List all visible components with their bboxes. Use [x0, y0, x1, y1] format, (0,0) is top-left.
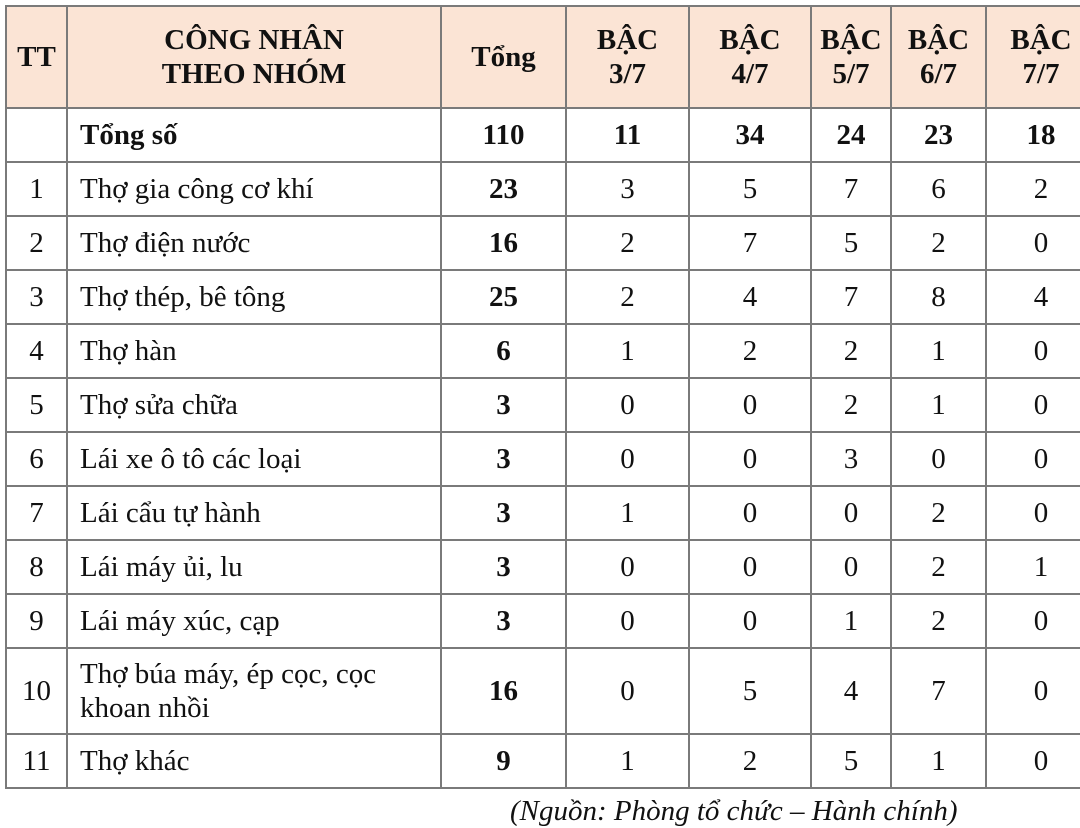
cell-tt: 11 — [6, 734, 67, 788]
header-level-label: BẬC — [719, 24, 781, 56]
cell-level-3: 0 — [566, 648, 689, 734]
header-level-value: 6/7 — [919, 58, 958, 90]
cell-level-6: 2 — [891, 216, 986, 270]
source-note: (Nguồn: Phòng tổ chức – Hành chính) — [510, 795, 958, 827]
cell-level-7: 1 — [986, 540, 1080, 594]
cell-level-5: 2 — [811, 324, 891, 378]
table-row — [6, 162, 1080, 216]
header-row — [6, 6, 1080, 108]
cell-name: Thợ sửa chữa — [67, 378, 441, 432]
table-row — [6, 734, 1080, 788]
cell-tt — [6, 108, 67, 162]
cell-total: 25 — [441, 270, 566, 324]
header-level-value: 4/7 — [731, 58, 769, 90]
header-worker-group-line2: THEO NHÓM — [161, 58, 347, 90]
cell-tt: 1 — [6, 162, 67, 216]
cell-total: 3 — [441, 378, 566, 432]
cell-level-4: 34 — [689, 108, 811, 162]
cell-level-5: 2 — [811, 378, 891, 432]
cell-level-4: 5 — [689, 648, 811, 734]
table-row — [6, 486, 1080, 540]
cell-total: 23 — [441, 162, 566, 216]
cell-name: Thợ khác — [67, 734, 441, 788]
header-level-5 — [811, 6, 891, 108]
cell-level-3: 1 — [566, 734, 689, 788]
cell-level-4: 0 — [689, 378, 811, 432]
cell-level-5: 3 — [811, 432, 891, 486]
cell-tt: 6 — [6, 432, 67, 486]
cell-level-7: 0 — [986, 216, 1080, 270]
header-level-label: BẬC — [820, 24, 882, 56]
header-level-label: BẬC — [907, 24, 970, 56]
cell-tt: 10 — [6, 648, 67, 734]
cell-level-6: 2 — [891, 540, 986, 594]
cell-level-3: 2 — [566, 216, 689, 270]
cell-tt: 4 — [6, 324, 67, 378]
cell-name: Thợ gia công cơ khí — [67, 162, 441, 216]
cell-level-5: 5 — [811, 216, 891, 270]
cell-level-5: 7 — [811, 270, 891, 324]
cell-level-4: 4 — [689, 270, 811, 324]
cell-level-4: 0 — [689, 594, 811, 648]
cell-level-3: 1 — [566, 324, 689, 378]
table-row — [6, 324, 1080, 378]
cell-level-5: 5 — [811, 734, 891, 788]
header-level-value: 7/7 — [1022, 58, 1060, 90]
cell-name: Thợ điện nước — [67, 216, 441, 270]
cell-level-4: 7 — [689, 216, 811, 270]
cell-tt: 8 — [6, 540, 67, 594]
cell-name: Tổng số — [67, 108, 441, 162]
cell-level-7: 2 — [986, 162, 1080, 216]
cell-level-6: 2 — [891, 594, 986, 648]
header-worker-group — [67, 6, 441, 108]
cell-name: Lái máy ủi, lu — [67, 540, 441, 594]
cell-level-7: 0 — [986, 648, 1080, 734]
cell-level-5: 0 — [811, 540, 891, 594]
cell-name: Thợ hàn — [67, 324, 441, 378]
table-row — [6, 378, 1080, 432]
cell-level-7: 0 — [986, 432, 1080, 486]
cell-level-6: 8 — [891, 270, 986, 324]
cell-level-7: 0 — [986, 324, 1080, 378]
cell-level-7: 0 — [986, 734, 1080, 788]
cell-level-4: 0 — [689, 432, 811, 486]
cell-level-4: 0 — [689, 486, 811, 540]
cell-total: 16 — [441, 648, 566, 734]
cell-level-7: 0 — [986, 594, 1080, 648]
cell-level-5: 4 — [811, 648, 891, 734]
cell-level-3: 1 — [566, 486, 689, 540]
cell-total: 3 — [441, 594, 566, 648]
cell-level-3: 3 — [566, 162, 689, 216]
cell-tt: 9 — [6, 594, 67, 648]
cell-level-6: 6 — [891, 162, 986, 216]
cell-total: 3 — [441, 486, 566, 540]
cell-tt: 2 — [6, 216, 67, 270]
cell-level-6: 1 — [891, 378, 986, 432]
cell-level-3: 0 — [566, 378, 689, 432]
workers-by-group-table — [5, 5, 1080, 789]
cell-level-7: 0 — [986, 486, 1080, 540]
cell-level-5: 7 — [811, 162, 891, 216]
cell-total: 110 — [441, 108, 566, 162]
cell-level-7: 0 — [986, 378, 1080, 432]
table-row — [6, 432, 1080, 486]
cell-level-3: 0 — [566, 540, 689, 594]
cell-level-6: 23 — [891, 108, 986, 162]
header-level-value: 5/7 — [832, 58, 870, 90]
cell-level-3: 2 — [566, 270, 689, 324]
cell-level-4: 2 — [689, 734, 811, 788]
cell-level-6: 1 — [891, 324, 986, 378]
cell-level-4: 0 — [689, 540, 811, 594]
cell-name: Lái cẩu tự hành — [67, 486, 441, 540]
cell-level-6: 0 — [891, 432, 986, 486]
cell-tt: 7 — [6, 486, 67, 540]
cell-tt: 3 — [6, 270, 67, 324]
table-row — [6, 540, 1080, 594]
cell-level-6: 7 — [891, 648, 986, 734]
cell-level-5: 1 — [811, 594, 891, 648]
cell-name: Lái máy xúc, cạp — [67, 594, 441, 648]
cell-level-4: 5 — [689, 162, 811, 216]
cell-level-6: 2 — [891, 486, 986, 540]
header-level-7 — [986, 6, 1080, 108]
cell-total: 3 — [441, 540, 566, 594]
header-worker-group-line1: CÔNG NHÂN — [164, 24, 344, 56]
cell-name: Thợ thép, bê tông — [67, 270, 441, 324]
table-row — [6, 270, 1080, 324]
cell-level-3: 0 — [566, 594, 689, 648]
cell-name: Lái xe ô tô các loại — [67, 432, 441, 486]
cell-level-5: 24 — [811, 108, 891, 162]
cell-level-5: 0 — [811, 486, 891, 540]
cell-level-7: 4 — [986, 270, 1080, 324]
cell-total: 3 — [441, 432, 566, 486]
cell-level-7: 18 — [986, 108, 1080, 162]
cell-total: 9 — [441, 734, 566, 788]
cell-level-3: 11 — [566, 108, 689, 162]
header-level-4 — [689, 6, 811, 108]
table-row — [6, 648, 1080, 734]
cell-total: 16 — [441, 216, 566, 270]
header-level-label: BẬC — [1010, 24, 1072, 56]
header-level-6 — [891, 6, 986, 108]
cell-tt: 5 — [6, 378, 67, 432]
cell-level-6: 1 — [891, 734, 986, 788]
cell-total: 6 — [441, 324, 566, 378]
table-row — [6, 594, 1080, 648]
table-row — [6, 216, 1080, 270]
header-level-label: BẬC — [596, 24, 659, 56]
header-total: Tổng — [441, 6, 566, 108]
header-level-value: 3/7 — [608, 58, 647, 90]
header-level-3 — [566, 6, 689, 108]
summary-row — [6, 108, 1080, 162]
cell-name: Thợ búa máy, ép cọc, cọc khoan nhồi — [67, 648, 441, 734]
header-tt: TT — [6, 6, 67, 108]
cell-level-3: 0 — [566, 432, 689, 486]
cell-level-4: 2 — [689, 324, 811, 378]
